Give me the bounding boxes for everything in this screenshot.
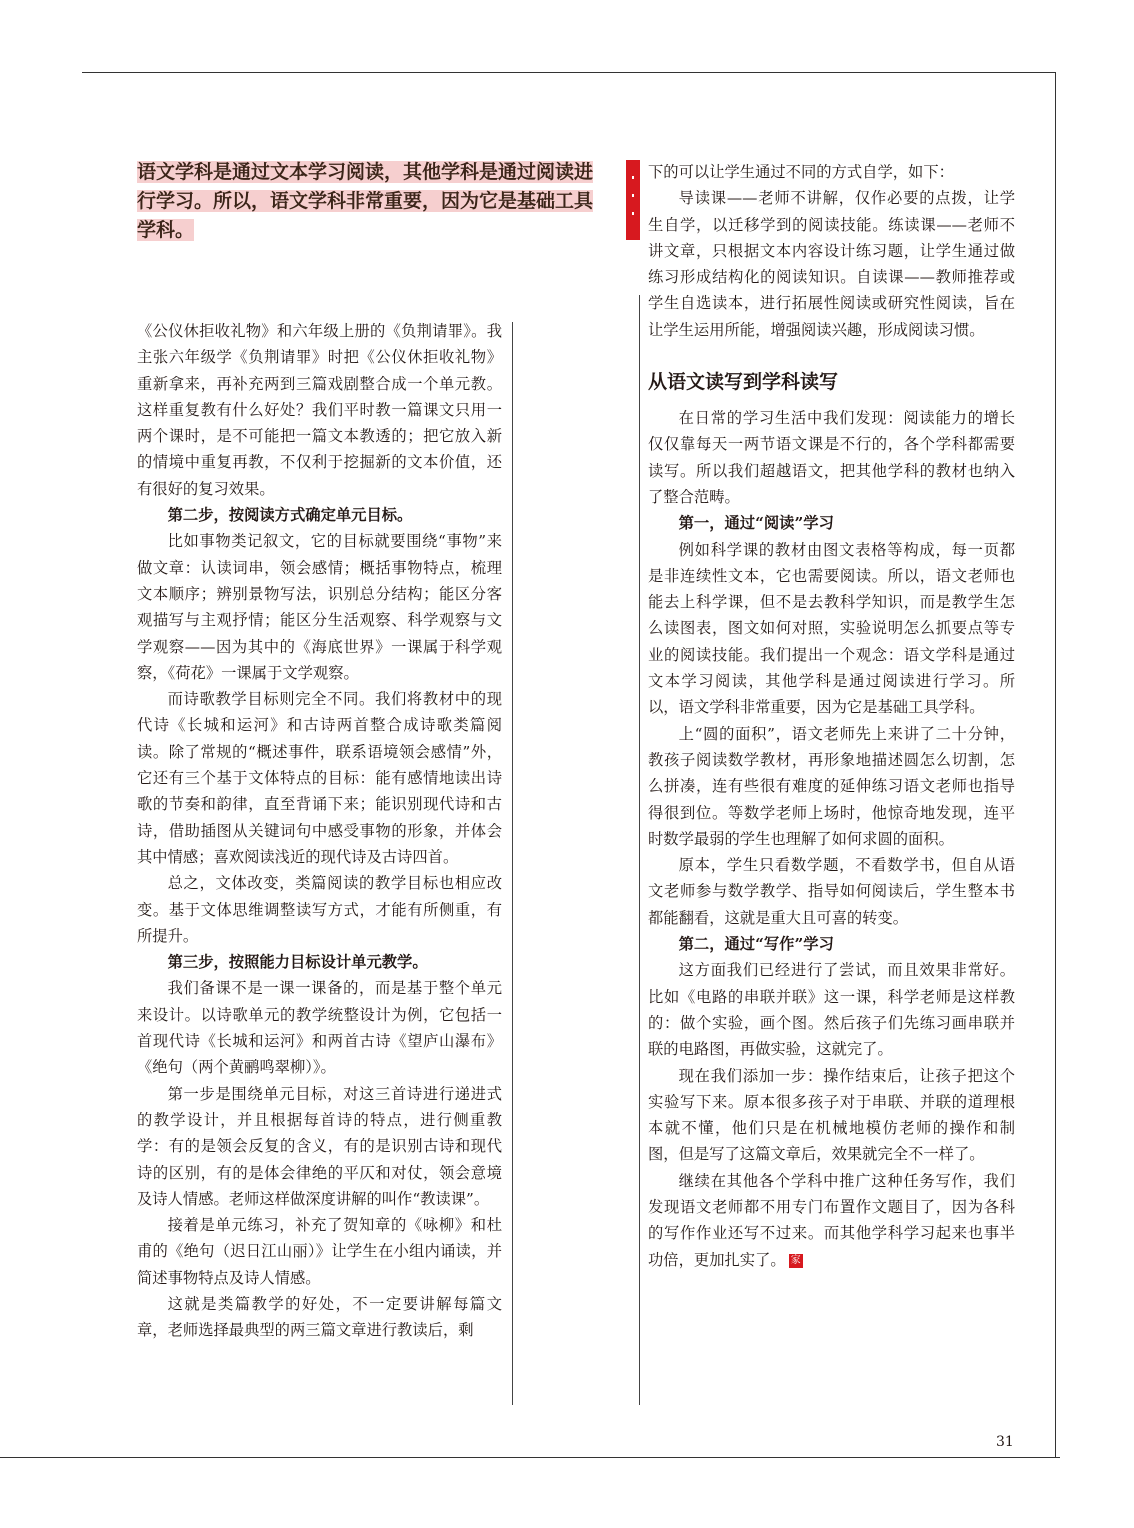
- paragraph: 下的可以让学生通过不同的方式自学，如下：: [648, 163, 954, 181]
- decorative-red-bar: [626, 160, 640, 240]
- page-number: 31: [996, 1434, 1014, 1450]
- right-column-top: [648, 159, 1015, 343]
- paragraph: 我们备课不是一课一课备的，而是基于整个单元来设计。以诗歌单元的教学统整设计为例，它包括一首现代诗《长城和运河》和两首古诗《望庐山瀑布》《绝句（两个黄鹂鸣翠柳）》。: [137, 979, 502, 1077]
- paragraph: 在日常的学习生活中我们发现：阅读能力的增长仅仅靠每天一两节语文课是不行的，各个学科都需要读写。所以我们超越语文，把其他学科的教材也纳入了整合范畴。: [648, 409, 1015, 506]
- left-column-divider: [512, 322, 513, 1405]
- paragraph: 而诗歌教学目标则完全不同。我们将教材中的现代诗《长城和运河》和古诗两首整合成诗歌类篇阅读。除了常规的“概述事件，联系语境领会感情”外，它还有三个基于文体特点的目标：能有感情地读出诗歌的节奏和韵律，直至背诵下来；能识别现代诗和古诗，借助插图从关键词句中感受事物的形象，并体会其中情感；喜欢阅读浅近的现代诗及古诗四首。: [137, 690, 502, 866]
- right-column-divider: [639, 295, 640, 1405]
- subheading: 第一，通过“阅读”学习: [678, 514, 834, 533]
- paragraph: 《公仪休拒收礼物》和六年级上册的《负荆请罪》。我主张六年级学《负荆请罪》时把《公仪休拒收礼物》重新拿来，再补充两到三篇戏剧整合成一个单元教。这样重复教有什么好处？我们平时教一篇课文只用一两个课时，是不可能把一篇文本教透的；把它放入新的情境中重复再教，不仅利于挖掘新的文本价值，还有很好的复习效果。: [137, 322, 502, 498]
- paragraph: 接着是单元练习，补充了贺知章的《咏柳》和杜甫的《绝句（迟日江山丽）》让学生在小组内诵读，并简述事物特点及诗人情感。: [137, 1216, 502, 1287]
- bottom-rule: [0, 1457, 1060, 1458]
- section-title: 从语文读写到学科读写: [648, 371, 839, 394]
- paragraph: 比如事物类记叙文，它的目标就要围绕“事物”来做文章：认读词串，领会感情；概括事物特点，梳理文本顺序；辨别景物写法，识别总分结构；能区分客观描写与主观抒情；能区分生活观察、科学观察与文学观察——因为其中的《海底世界》一课属于科学观察，《荷花》一课属于文学观察。: [137, 532, 502, 682]
- paragraph: 继续在其他各个学科中推广这种任务写作，我们发现语文老师都不用专门布置作文题目了，因为各科的写作作业还写不过来。而其他学科学习起来也事半功倍，更加扎实了。 家: [648, 1171, 1015, 1269]
- right-column: [648, 159, 1015, 1273]
- right-rule: [1055, 72, 1056, 1457]
- paragraph: 导读课——老师不讲解，仅作必要的点拨，让学生自学，以迁移学到的阅读技能。练读课——老师不讲文章，只根据文本内容设计练习题，让学生通过做练习形成结构化的阅读知识。自读课——教师推荐或学生自选读本，进行拓展性阅读或研究性阅读，旨在让学生运用所能，增强阅读兴趣，形成阅读习惯。: [648, 189, 1015, 339]
- subheading: 第二步，按阅读方式确定单元目标。: [167, 506, 413, 525]
- subheading: 第二，通过“写作”学习: [678, 935, 834, 954]
- paragraph: 这就是类篇教学的好处，不一定要讲解每篇文章，老师选择最典型的两三篇文章进行教读后，剩: [137, 1294, 502, 1340]
- right-column-bottom: [648, 405, 1015, 1273]
- paragraph: 这方面我们已经进行了尝试，而且效果非常好。比如《电路的串联并联》这一课，科学老师是这样教的：做个实验，画个图。然后孩子们先练习画串联并联的电路图，再做实验，这就完了。: [648, 961, 1015, 1059]
- end-mark-icon: 家: [790, 1254, 801, 1266]
- subheading: 第三步，按照能力目标设计单元教学。: [167, 953, 428, 972]
- paragraph: 上“圆的面积”，语文老师先上来讲了二十分钟，教孩子阅读数学教材，再形象地描述圆怎么切割，怎么拼凑，连有些很有难度的延伸练习语文老师也指导得很到位。等数学老师上场时，他惊奇地发现，连平时数学最弱的学生也理解了如何求圆的面积。: [648, 724, 1015, 848]
- paragraph: 例如科学课的教材由图文表格等构成，每一页都是非连续性文本，它也需要阅读。所以，语文老师也能去上科学课，但不是去教科学知识，而是教学生怎么读图表，图文如何对照，实验说明怎么抓要点等专业的阅读技能。我们提出一个观念：语文学科是通过文本学习阅读，其他学科是通过阅读进行学习。所以，语文学科非常重要，因为它是基础工具学科。: [648, 540, 1015, 717]
- paragraph: 总之，文体改变，类篇阅读的教学目标也相应改变。基于文体思维调整读写方式，才能有所侧重，有所提升。: [137, 874, 502, 945]
- paragraph: 第一步是围绕单元目标，对这三首诗进行递进式的教学设计，并且根据每首诗的特点，进行侧重教学：有的是领会反复的含义，有的是识别古诗和现代诗的区别，有的是体会律绝的平仄和对仗，领会意境及诗人情感。老师这样做深度讲解的叫作“教读课”。: [137, 1084, 502, 1208]
- top-rule: [82, 72, 1055, 73]
- paragraph: 原本，学生只看数学题，不看数学书，但自从语文老师参与数学教学、指导如何阅读后，学生整本书都能翻看，这就是重大且可喜的转变。: [648, 856, 1015, 927]
- pull-quote: 语文学科是通过文本学习阅读，其他学科是通过阅读进行学习。所以，语文学科非常重要，因为它是基础工具学科。: [137, 161, 594, 241]
- left-column: [137, 318, 502, 1344]
- paragraph: 现在我们添加一步：操作结束后，让孩子把这个实验写下来。原本很多孩子对于串联、并联的道理根本就不懂，他们只是在机械地模仿老师的操作和制图，但是写了这篇文章后，效果就完全不一样了。: [648, 1066, 1015, 1164]
